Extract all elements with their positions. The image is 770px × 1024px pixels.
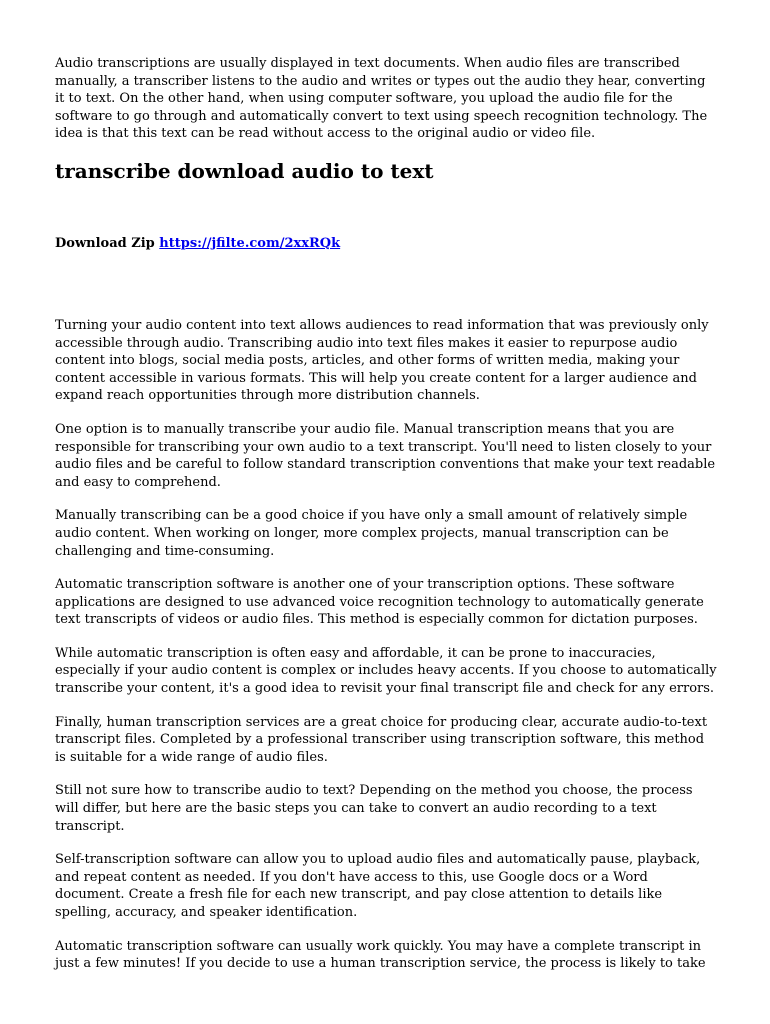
intro-paragraph: Audio transcriptions are usually displayed in text documents. When audio files are transcribed manually, a transcriber listens to the audio and writes or types out the audio they hear, converting it to text. On the other hand, when using computer software, you upload the audio file for the software to go through and automatically convert to text using speech recognition technology. The idea is that this text can be read without access to the original audio or video file. <box>55 56 708 142</box>
body-paragraph: Automatic transcription software is another one of your transcription options. These software applications are designed to use advanced voice recognition technology to automatically generate text transcripts of videos or audio files. This method is especially common for dictation purposes. <box>55 577 704 628</box>
article-body <box>55 317 717 973</box>
page-title: transcribe download audio to text <box>55 158 434 183</box>
download-label: Download Zip <box>55 235 155 251</box>
body-paragraph: Turning your audio content into text allows audiences to read information that was previously only accessible through audio. Transcribing audio into text files makes it easier to repurpose audio content into blogs, social media posts, articles, and other forms of written media, making your content accessible in various formats. This will help you create content for a larger audience and expand reach opportunities through more distribution channels. <box>55 317 709 404</box>
body-paragraph: While automatic transcription is often easy and affordable, it can be prone to inaccuracies, especially if your audio content is complex or includes heavy accents. If you choose to automatically transcribe your content, it's a good idea to revisit your final transcript file and check for any errors. <box>55 645 717 697</box>
body-paragraph: Automatic transcription software can usually work quickly. You may have a complete transcript in just a few minutes! If you decide to use a human transcription service, the process is likely to take <box>55 938 706 972</box>
body-paragraph: Finally, human transcription services are a great choice for producing clear, accurate audio-to-text transcript files. Completed by a professional transcriber using transcription software, this method is suitable for a wide range of audio files. <box>55 714 708 765</box>
body-paragraph: Self-transcription software can allow you to upload audio files and automatically pause, playback, and repeat content as needed. If you don't have access to this, use Google docs or a Word document. Create a fresh file for each new transcript, and pay close attention to details like spelling, accuracy, and speaker identification. <box>55 852 701 920</box>
body-paragraph: Manually transcribing can be a good choice if you have only a small amount of relatively simple audio content. When working on longer, more complex projects, manual transcription can be challenging and time-consuming. <box>55 508 688 559</box>
document-page <box>55 55 717 989</box>
download-link[interactable]: https://jfilte.com/2xxRQk <box>159 235 341 251</box>
download-line <box>55 235 717 252</box>
body-paragraph: Still not sure how to transcribe audio to text? Depending on the method you choose, the process will differ, but here are the basic steps you can take to convert an audio recording to a text transcript. <box>55 783 693 834</box>
body-paragraph: One option is to manually transcribe your audio file. Manual transcription means that you are responsible for transcribing your own audio to a text transcript. You'll need to listen closely to your audio files and be careful to follow standard transcription conventions that make your text readable and easy to comprehend. <box>55 421 716 490</box>
